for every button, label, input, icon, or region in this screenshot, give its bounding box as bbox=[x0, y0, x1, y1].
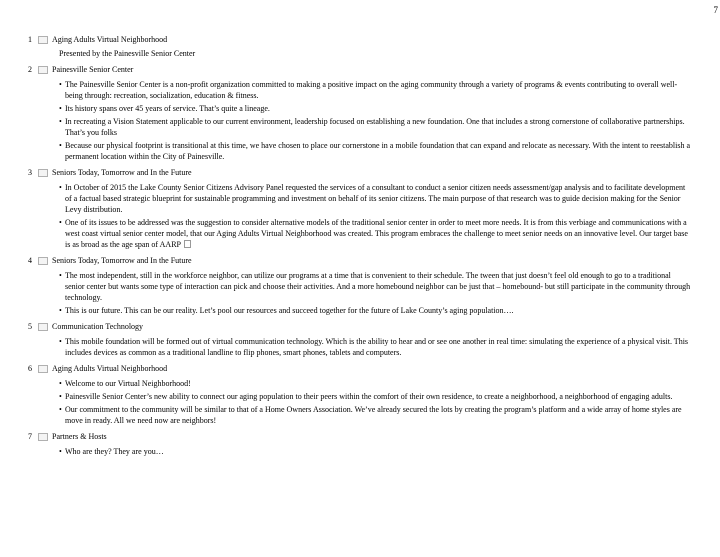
bullet-item: • Its history spans over 45 years of service. That’s quite a lineage. bbox=[0, 103, 692, 114]
slide-header[interactable] bbox=[0, 167, 720, 179]
slide-outline bbox=[0, 34, 720, 462]
slide-thumbnail-icon[interactable] bbox=[38, 169, 48, 177]
slide-header[interactable] bbox=[0, 363, 720, 375]
slide-number: 2 bbox=[28, 65, 32, 74]
slide-title: Aging Adults Virtual Neighborhood bbox=[52, 35, 168, 44]
bullet-item: • Because our physical footprint is transitional at this time, we have chosen to place our cornerstone in a mobile foundation that can expand and relocate as necessary. With the intent to reestablish a permanent location within the City of Painesville. bbox=[0, 140, 692, 162]
bullet-list bbox=[0, 182, 720, 250]
slide-thumbnail-icon[interactable] bbox=[38, 365, 48, 373]
slide-thumbnail-icon[interactable] bbox=[38, 323, 48, 331]
bullet-item: • The most independent, still in the workforce neighbor, can utilize our programs at a time that is convenient to their schedule. The tween that just doesn’t feel old enough to go to a traditional senior center but wants some type of interaction can pick and choose their activities. And a more homebound neighbor can be just that – homebound- but still participate in the community through technology. bbox=[0, 270, 692, 303]
slide-number: 3 bbox=[28, 168, 32, 177]
bullet-list bbox=[0, 378, 720, 426]
slide-title: Seniors Today, Tomorrow and In the Future bbox=[52, 256, 192, 265]
slide-5 bbox=[0, 321, 720, 358]
bullet-list bbox=[0, 270, 720, 316]
slide-2 bbox=[0, 64, 720, 162]
slide-header[interactable] bbox=[0, 431, 720, 443]
slide-title: Painesville Senior Center bbox=[52, 65, 134, 74]
slide-number: 7 bbox=[28, 432, 32, 441]
slide-title: Communication Technology bbox=[52, 322, 144, 331]
slide-6 bbox=[0, 363, 720, 426]
slide-number: 4 bbox=[28, 256, 32, 265]
bullet-list bbox=[0, 79, 720, 162]
slide-3 bbox=[0, 167, 720, 250]
slide-title: Partners & Hosts bbox=[52, 432, 107, 441]
bullet-list bbox=[0, 336, 720, 358]
slide-number: 5 bbox=[28, 322, 32, 331]
slide-header[interactable] bbox=[0, 64, 720, 76]
page-number: 7 bbox=[713, 5, 718, 15]
bullet-text: One of its issues to be addressed was the suggestion to consider alternative models of the traditional senior center in order to meet more needs. It is from this verbiage and communications with a west coast virtual senior center model, that our Aging Adults Virtual Neighborhood was created. This program embraces the challenge to meet senior needs on an innovative level. Our target base is as broad as the age span of AARP bbox=[65, 218, 688, 249]
slide-number: 1 bbox=[28, 35, 32, 44]
slide-thumbnail-icon[interactable] bbox=[38, 66, 48, 74]
missing-glyph-icon bbox=[184, 240, 191, 248]
slide-4 bbox=[0, 255, 720, 316]
slide-title: Aging Adults Virtual Neighborhood bbox=[52, 364, 168, 373]
bullet-item: • This is our future. This can be our reality. Let’s pool our resources and succeed together for the future of Lake County’s aging population…. bbox=[0, 305, 692, 316]
bullet-list bbox=[0, 446, 720, 457]
slide-number: 6 bbox=[28, 364, 32, 373]
slide-7 bbox=[0, 431, 720, 457]
bullet-item: • Welcome to our Virtual Neighborhood! bbox=[0, 378, 692, 389]
slide-thumbnail-icon[interactable] bbox=[38, 36, 48, 44]
slide-header[interactable] bbox=[0, 255, 720, 267]
bullet-item bbox=[0, 217, 692, 250]
bullet-item: • In recreating a Vision Statement applicable to our current environment, leadership focused on establishing a new foundation. One that includes a strong cornerstone of collaborative partnerships. That’s you folks bbox=[0, 116, 692, 138]
slide-thumbnail-icon[interactable] bbox=[38, 433, 48, 441]
bullet-item: • Who are they? They are you… bbox=[0, 446, 692, 457]
slide-title: Seniors Today, Tomorrow and In the Future bbox=[52, 168, 192, 177]
slide-subtitle: Presented by the Painesville Senior Center bbox=[59, 49, 196, 58]
bullet-item: • Our commitment to the community will be similar to that of a Home Owners Association. We’ve already secured the lots by creating the program’s platform and a wide array of home styles are move in ready. All we need now are neighbors! bbox=[0, 404, 692, 426]
slide-header[interactable] bbox=[0, 321, 720, 333]
bullet-item: • The Painesville Senior Center is a non-profit organization committed to making a positive impact on the aging community through a variety of programs & events contributing to overall well-being through: recreation, socialization, education & fitness. bbox=[0, 79, 692, 101]
bullet-item: • Painesville Senior Center’s new ability to connect our aging population to their peers within the comfort of their own residence, to create a neighborhood, a neighborhood of engaging adults. bbox=[0, 391, 692, 402]
bullet-item: • In October of 2015 the Lake County Senior Citizens Advisory Panel requested the services of a consultant to conduct a senior citizen needs assessment/gap analysis and to facilitate development of a factual based strategic blueprint for sustainable programming and investment on behalf of its senior citizens. The main purpose of that research was to guide decision making for the Senior Levy distribution. bbox=[0, 182, 692, 215]
slide-1 bbox=[0, 34, 720, 59]
slide-header[interactable] bbox=[0, 34, 720, 46]
slide-thumbnail-icon[interactable] bbox=[38, 257, 48, 265]
bullet-item: • This mobile foundation will be formed out of virtual communication technology. Which is the ability to hear and or see one another in real time: simulating the experience of a physical visit. This includes devices as common as a traditional landline to flip phones, smart phones, tablets and computers. bbox=[0, 336, 692, 358]
